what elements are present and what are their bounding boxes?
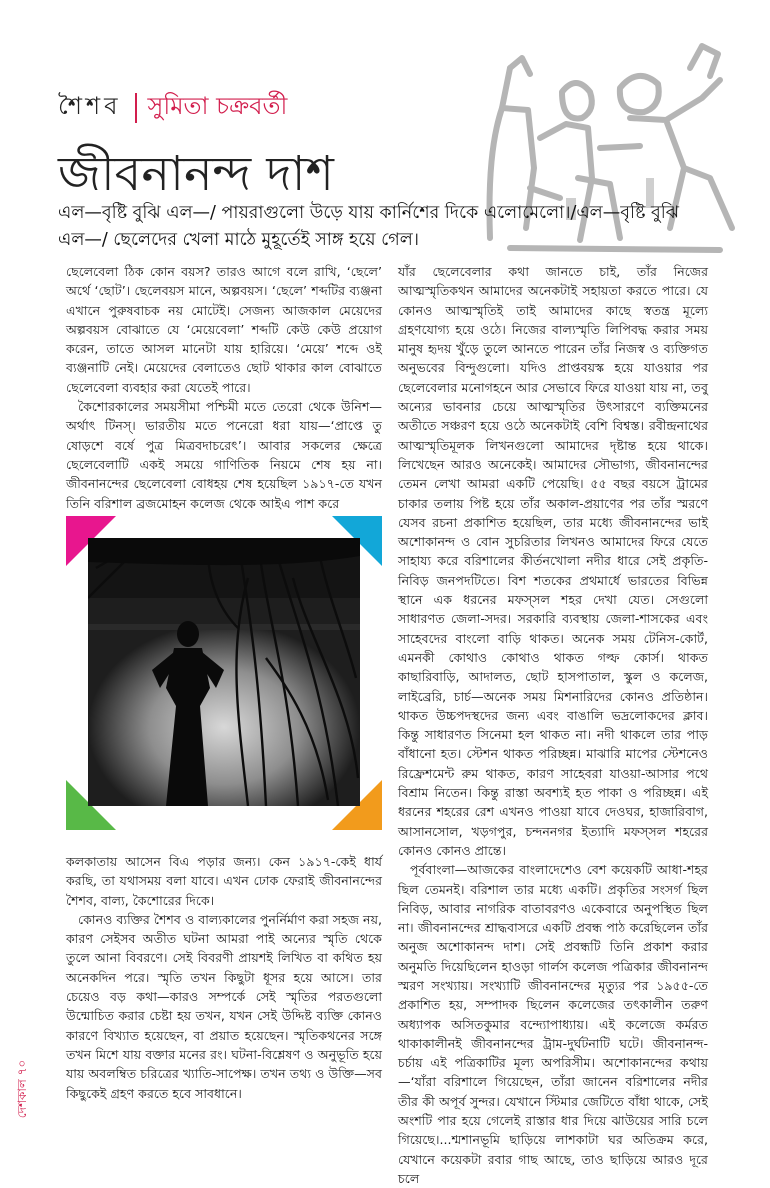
page-folio: [16, 1044, 32, 1134]
folio-label: দেশকাল ৭০: [15, 1059, 29, 1119]
paragraph: কৈশোরকালের সময়সীমা পশ্চিমী মতে তেরো থেকে উনিশ—অর্থাৎ টিনস্‌। ভারতীয় মতে পনেরো ধরা যায়—‘প্রাপ্তে তু ষোড়শে বর্ষে পুত্র মিত্রবদাচরেৎ’। আবার সকলের ক্ষেত্রে ছেলেবেলাটি একই সময়ে গাণিতিক নিয়মে শেষ হয় না। জীবনানন্দের ছেলেবেলা বোধহয় শেষ হয়েছিল ১৯১৭-তে যখন তিনি বরিশাল ব্রজমোহন কলেজ থেকে আইএ পাশ করে: [66, 399, 382, 511]
article-title: জীবনানন্দ দাশ: [58, 146, 334, 202]
column-left-bottom: [66, 852, 382, 1103]
paragraph: পূর্ববাংলা—আজকের বাংলাদেশেও বেশ কয়েকটি আধা-শহর ছিল তেমনই। বরিশাল তার মধ্যে একটি। প্রকৃতির সংসর্গ ছিল নিবিড়, আবার নাগরিক বাতাবরণও একেবারে অনুপস্থিত ছিল না। জীবনানন্দের শ্রাদ্ধবাসরে একটি প্রবন্ধ পাঠ করেছিলেন তাঁর অনুজ অশোকানন্দ দাশ। সেই প্রবন্ধটি তিনি প্রকাশ করার অনুমতি দিয়েছিলেন হাওড়া গার্লস কলেজ পত্রিকার জীবনানন্দ স্মরণ সংখ্যায়। সংখ্যাটি জীবনানন্দের মৃত্যুর পর ১৯৫৫-তে প্রকাশিত হয়, সম্পাদক ছিলেন কলেজের তৎকালীন তরুণ অধ্যাপক অসিতকুমার বন্দ্যোপাধ্যায়। এই কলেজে কর্মরত থাকাকালীনই জীবনানন্দের ট্রাম-দুর্ঘটনাটি ঘটে। জীবনানন্দ-চর্চায় এই পত্রিকাটির মূল্য অপরিসীম। অশোকানন্দের কথায়—‘যাঁরা বরিশালে গিয়েছেন, তাঁরা জানেন বরিশালের নদীর তীর কী অপূর্ব সুন্দর। যেখানে স্টিমার জেটিতে বাঁধা থাকে, সেই অংশটি পার হয়ে গেলেই রাস্তার ধার দিয়ে ঝাউয়ের সারি চলে গিয়েছে।...শ্মশানভূমি ছাড়িয়ে লাশকাটা ঘর অতিক্রম করে, যেখানে কয়েকটা রবার গাছ আছে, তাও ছাড়িয়ে আরও দূরে চলে: [398, 862, 708, 1186]
paragraph: কোনও ব্যক্তির শৈশব ও বাল্যকালের পুনর্নির্মাণ করা সহজ নয়, কারণ সেইসব অতীত ঘটনা আমরা পাই অন্যের স্মৃতি থেকে তুলে আনা বিবরণে। সেই বিবরণী প্রায়শই লিখিত বা কথিত হয় অনেকদিন পরে। স্মৃতি তখন কিছুটা ধূসর হয়ে আসে। তার চেয়েও বড় কথা—কারও সম্পর্কে সেই স্মৃতির পরতগুলো উন্মোচিত করার চেষ্টা হয় তখন, যখন সেই উদ্দিষ্ট ব্যক্তি কোনও কারণে বিখ্যাত হয়েছেন, বা প্রয়াত হয়েছেন। স্মৃতিকথনের সঙ্গে তখন মিশে যায় বক্তার মনের রং। ঘটনা-বিশ্লেষণ ও অনুভূতি হয়ে যায় অবলম্বিত চরিত্রের খ্যাতি-সাপেক্ষ। তখন তথ্য ও উক্তি—সব কিছুকেই গ্রহণ করতে হবে সাবধানে।: [66, 911, 382, 1101]
paragraph: ছেলেবেলা ঠিক কোন বয়স? তারও আগে বলে রাখি, ‘ছেলে’ অর্থে ‘ছোট’। ছেলেবয়স মানে, অল্পবয়স। ‘ছেলে’ শব্দটির ব্যঞ্জনা এখানে পুরুষবাচক নয় মোটেই। সেজন্য আজকাল মেয়েদের অল্পবয়স বোঝাতে যে ‘মেয়েবেলা’ শব্দটি কেউ কেউ প্রয়োগ করেন, তাতে আসল মানেটা যায় হারিয়ে। ‘মেয়ে’ শব্দে ওই ব্যঞ্জনাটি নেই। মেয়েদের বেলাতেও ছোট থাকার কাল বোঝাতে ছেলেবেলা ব্যবহার করা যেতেই পারে।: [66, 264, 382, 395]
paragraph: যাঁর ছেলেবেলার কথা জানতে চাই, তাঁর নিজের আত্মস্মৃতিকথন আমাদের অনেকটাই সহায়তা করতে পারে। যে কোনও আত্মস্মৃতিই তাই আমাদের কাছে স্বতন্ত্র মূল্যে গ্রহণযোগ্য হয়ে ওঠে। নিজের বাল্যস্মৃতি লিপিবদ্ধ করার সময় মানুষ হৃদয় খুঁড়ে তুলে আনতে পারেন তাঁর নিজস্ব ও ব্যক্তিগত অনুভবের বিন্দুগুলো। যদিও প্রাপ্তবয়স্ক হয়ে যাওয়ার পর ছেলেবেলার মনোগহনে আর সেভাবে ফিরে যাওয়া যায় না, তবু অন্যের ভাবনার চেয়ে আত্মস্মৃতির উৎসারণে ব্যক্তিমনের অতীতে সঞ্চরণ হয়ে ওঠে অনেকটাই বেশি বিশ্বস্ত। রবীন্দ্রনাথের আত্মস্মৃতিমূলক লিখনগুলো আমাদের দৃষ্টান্ত হয়ে থাকে। লিখেছেন আরও অনেকেই। আমাদের সৌভাগ্য, জীবনানন্দের তেমন লেখা আমরা একটি পেয়েছি। ৫৫ বছর বয়সে ট্রামের চাকার তলায় পিষ্ট হয়ে তাঁর অকাল-প্রয়াণের পর তাঁর স্মরণে যেসব রচনা প্রকাশিত হয়েছিল, তার মধ্যে জীবনানন্দের ভাই অশোকানন্দ ও বোন সুচরিতার লিখনও আমাদের ফিরে যেতে সাহায্য করে বরিশালের কীর্তনখোলা নদীর ধারে সেই প্রকৃতি-নিবিড় জনপদটিতে। বিশ শতকের প্রথমার্ধে ভারতের বিভিন্ন স্থানে এক ধরনের মফস্সল শহর দেখা যেত। সেগুলো সাধারণত জেলা-সদর। সরকারি ব্যবস্থায় জেলা-শাসকের এবং সাহেবদের বাংলো বাড়ি থাকত। অনেক সময় টেনিস-কোর্ট, এমনকী কোথাও কোথাও থাকত গল্ফ কোর্স। থাকত কাছারিবাড়ি, আদালত, ছোট হাসপাতাল, স্কুল ও কলেজ, লাইব্রেরি, চার্চ—অনেক সময় মিশনারিদের কোনও প্রতিষ্ঠান। থাকত উচ্চপদস্থদের জন্য এবং বাঙালি ভদ্রলোকদের ক্লাব। কিন্তু সাধারণত সিনেমা হল থাকত না। নদী থাকলে তার পাড় বাঁধানো হত। স্টেশন থাকত পরিচ্ছন্ন। মাঝারি মাপের স্টেশনেও রিফ্রেশমেন্ট রুম থাকত, কারণ সাহেবরা যাওয়া-আসার পথে বিশ্রাম নিতেন। কিন্তু রাস্তা অবশ্যই হত পাকা ও পরিচ্ছন্ন। এই ধরনের শহরের রেশ এখনও পাওয়া যাবে দেওঘর, হাজারিবাগ, আসানসোল, খড়গপুর, চন্দননগর ইত্যাদি মফস্সল শহরের কোনও কোনও প্রান্তে।: [398, 264, 708, 858]
poem-standfirst: এল—বৃষ্টি বুঝি এল—/ পায়রাগুলো উড়ে যায় কার্নিশের দিকে এলোমেলো।/এল—বৃষ্টি বুঝি এল—/ ছেলেদের খেলা মাঠে মুহূর্তেই সাঙ্গ হয়ে গেল।: [58, 203, 679, 250]
photo-frame: [66, 516, 382, 830]
author-name: সুমিতা চক্রবর্তী: [147, 92, 288, 120]
section-header: [58, 88, 287, 128]
column-right: [398, 262, 708, 1188]
header-divider: [135, 93, 137, 123]
section-label: শৈশব: [58, 92, 122, 120]
paragraph: কলকাতায় আসেন বিএ পড়ার জন্য। কেন ১৯১৭-কেই ধার্য করছি, তা যথাসময় বলা যাবে। এখন ঢোক ফেরাই জীবনানন্দের শৈশব, বাল্য, কৈশোরের দিকে।: [66, 854, 382, 908]
column-left-top: [66, 262, 382, 513]
silhouette-photo: [88, 538, 360, 806]
